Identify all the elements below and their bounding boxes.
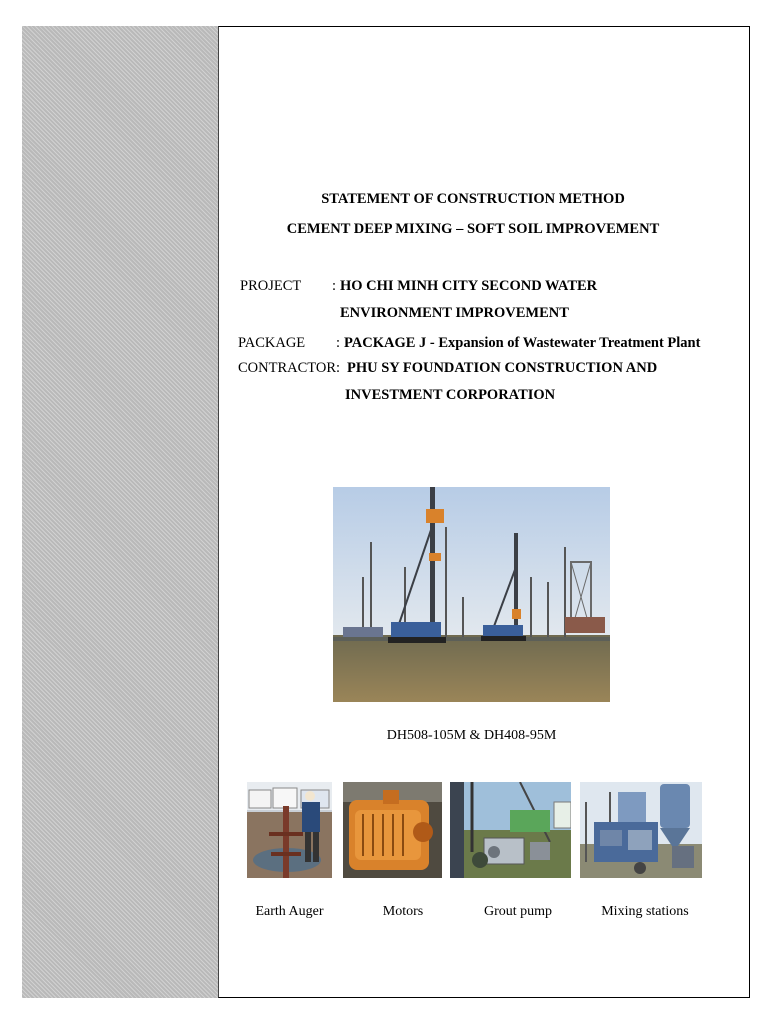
mixing-stations-photo — [580, 782, 702, 878]
contractor-value-line2: INVESTMENT CORPORATION — [345, 387, 556, 403]
main-rigs-photo — [333, 487, 610, 702]
grout-pump-photo — [450, 782, 571, 878]
contractor-label: CONTRACTOR: — [238, 360, 341, 376]
project-value-line2: ENVIRONMENT IMPROVEMENT — [340, 305, 569, 321]
project-value-line1: HO CHI MINH CITY SECOND WATER — [340, 278, 598, 294]
main-photo-caption: DH508-105M & DH408-95M — [386, 728, 557, 743]
document-title: STATEMENT OF CONSTRUCTION METHOD — [321, 191, 625, 207]
earth-auger-photo — [247, 782, 332, 878]
project-label: PROJECT — [240, 278, 302, 294]
package-separator: : — [336, 335, 341, 351]
project-separator: : — [332, 278, 337, 294]
earth-auger-caption: Earth Auger — [255, 904, 324, 919]
grout-pump-caption: Grout pump — [483, 904, 553, 919]
mixing-stations-caption: Mixing stations — [601, 904, 689, 919]
decorative-sidebar — [22, 26, 219, 998]
package-value: PACKAGE J - Expansion of Wastewater Treatment Plant — [344, 335, 701, 351]
document-subtitle: CEMENT DEEP MIXING – SOFT SOIL IMPROVEMENT — [286, 221, 660, 237]
package-label: PACKAGE — [238, 335, 306, 351]
motors-photo — [343, 782, 442, 878]
contractor-value-line1: PHU SY FOUNDATION CONSTRUCTION AND — [347, 360, 658, 376]
motors-caption: Motors — [382, 904, 424, 919]
